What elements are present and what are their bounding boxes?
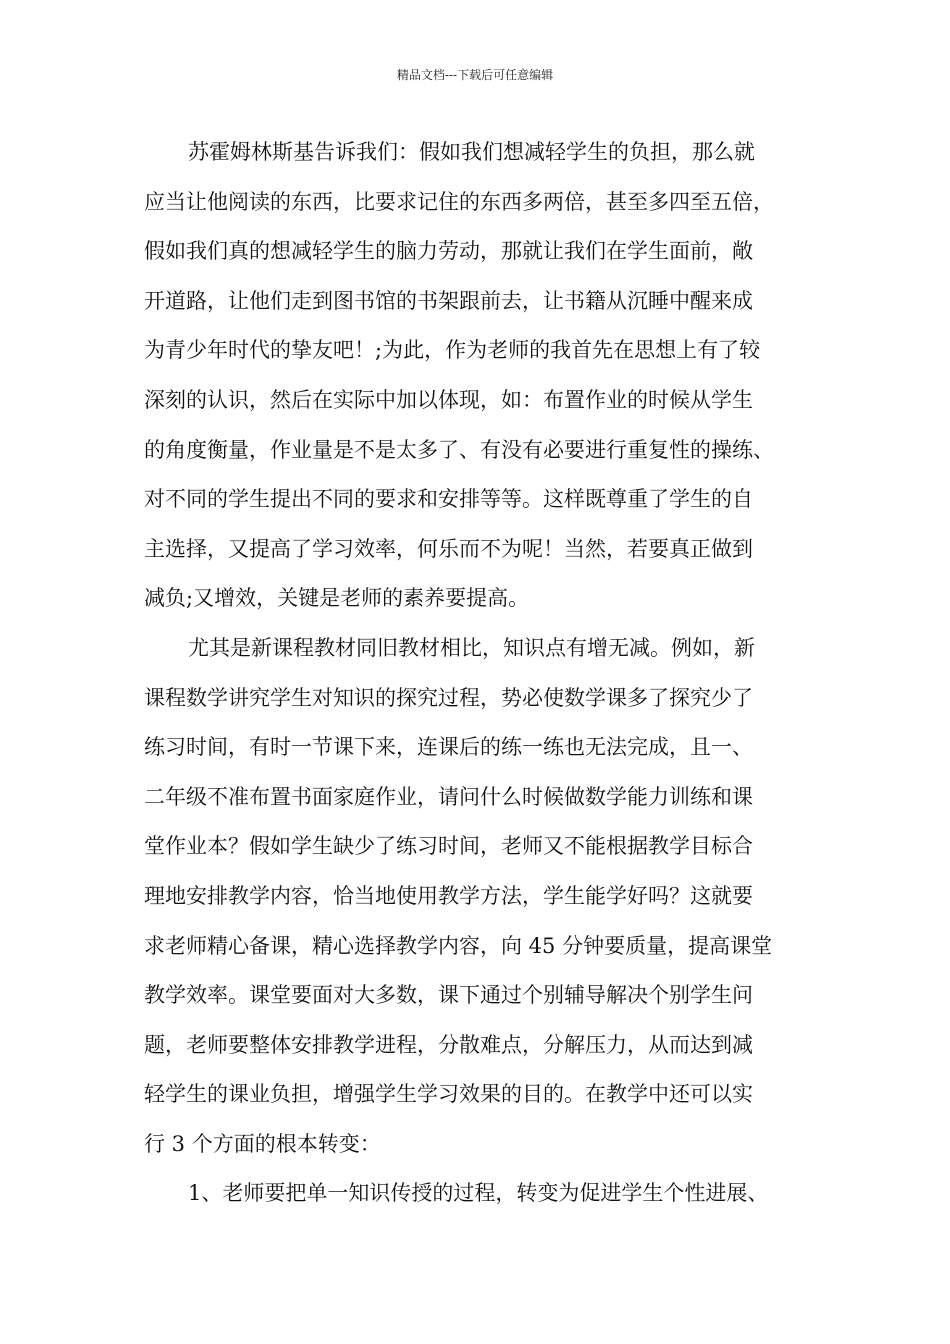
text-line: 题，老师要整体安排教学进程，分散难点，分解压力，从而达到减 bbox=[144, 1032, 753, 1057]
text-line: 应当让他阅读的东西，比要求记住的东西多两倍，甚至多四至五倍， bbox=[144, 189, 774, 214]
text-line: 开道路，让他们走到图书馆的书架跟前去，让书籍从沉睡中醒来成 bbox=[144, 288, 753, 313]
text-line: 减负;又增效，关键是老师的素养要提高。 bbox=[144, 586, 530, 611]
text-line: 求老师精心备课，精心选择教学内容，向 45 分钟要质量，提高课堂 bbox=[144, 933, 773, 958]
text-line: 理地安排教学内容，恰当地使用教学方法，学生能学好吗？这就要 bbox=[144, 883, 753, 908]
text-line: 1、老师要把单一知识传授的过程，转变为促进学生个性进展、 bbox=[188, 1181, 769, 1206]
text-line: 假如我们真的想减轻学生的脑力劳动，那就让我们在学生面前，敞 bbox=[144, 239, 753, 264]
text-line: 练习时间，有时一节课下来，连课后的练一练也无法完成，且一、 bbox=[144, 735, 753, 760]
text-line: 主选择，又提高了学习效率，何乐而不为呢！当然，若要真正做到 bbox=[144, 536, 753, 561]
text-line: 二年级不准布置书面家庭作业，请问什么时候做数学能力训练和课 bbox=[144, 784, 753, 809]
body-text bbox=[144, 134, 824, 1225]
text-line: 对不同的学生提出不同的要求和安排等等。这样既尊重了学生的自 bbox=[144, 487, 753, 512]
text-line: 的角度衡量，作业量是不是太多了、有没有必要进行重复性的操练、 bbox=[144, 437, 774, 462]
text-line: 苏霍姆林斯基告诉我们：假如我们想减轻学生的负担，那么就 bbox=[188, 140, 755, 164]
text-line: 轻学生的课业负担，增强学生学习效果的目的。在教学中还可以实 bbox=[144, 1082, 753, 1107]
page-header: 精品文档---下载后可任意编辑 bbox=[396, 68, 554, 82]
text-line: 堂作业本？假如学生缺少了练习时间，老师又不能根据教学目标合 bbox=[144, 834, 753, 859]
text-line: 深刻的认识，然后在实际中加以体现，如：布置作业的时候从学生 bbox=[144, 387, 753, 412]
text-line: 尤其是新课程教材同旧教材相比，知识点有增无减。例如，新 bbox=[188, 635, 755, 660]
text-line: 教学效率。课堂要面对大多数，课下通过个别辅导解决个别学生问 bbox=[144, 983, 753, 1008]
text-line: 为青少年时代的挚友吧！;为此，作为老师的我首先在思想上有了较 bbox=[144, 338, 761, 363]
text-line: 课程数学讲究学生对知识的探究过程，势必使数学课多了探究少了 bbox=[144, 685, 753, 710]
text-line: 行 3 个方面的根本转变： bbox=[144, 1131, 381, 1156]
